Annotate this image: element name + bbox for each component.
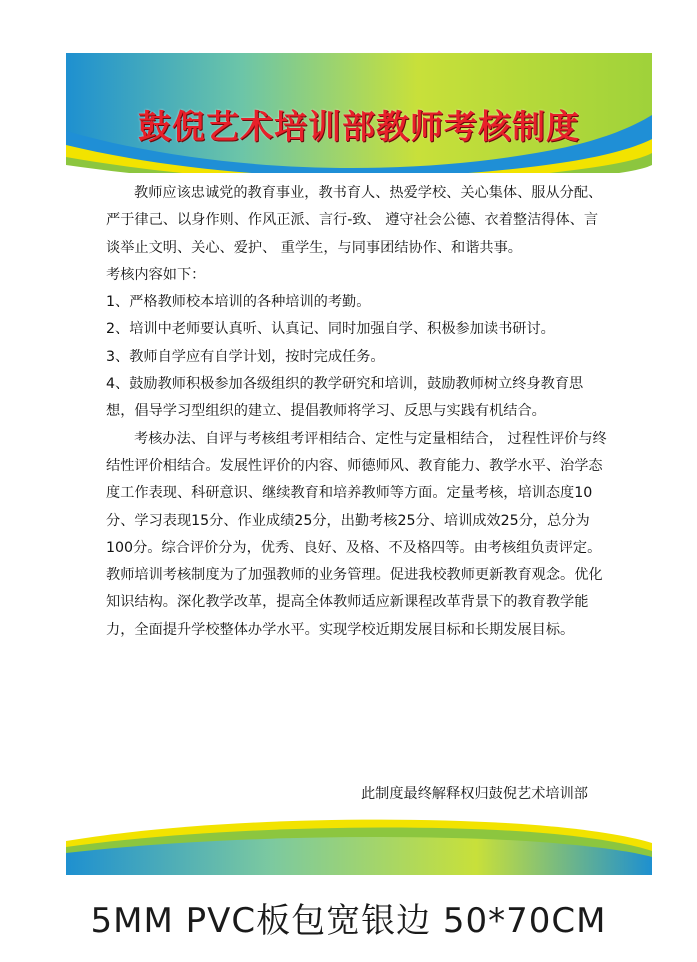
list-item: 1、严格教师校本培训的各种培训的考勤。 [106,294,371,311]
list-item: 3、教师自学应有自学计划，按时完成任务。 [106,348,385,365]
signature-line: 此制度最终解释权归鼓倪艺术培训部 [360,786,588,802]
notice-board [66,53,652,875]
footer-wave-decoration [66,815,652,875]
method-paragraph: 考核办法、自评与考核组考评相结合、定性与定量相结合， 过程性评价与终结性评价相结合。发展性评价的内容、师德师风、教育能力、教学水平、治学态度工作表现、科研意识、继续教育和培养教师等方面。定量考核，培训态度10分、学习表现15分、作业成绩25分，出勤考核25分、培训成效25分，总分为100分。综合评价分为，优秀、良好、及格、不及格四等。由考核组负责评定。教师培训考核制度为了加强教师的业务管理。促进我校教师更新教育观念。优化知识结构。深化教学改革，提高全体教师适应新课程改革背景下的教育教学能力，全面提升学校整体办学水平。实现学校近期发展目标和长期发展目标。 [106,430,607,638]
section-heading: 考核内容如下： [106,266,206,283]
intro-paragraph: 教师应该忠诚党的教育事业，教书育人、热爱学校、关心集体、服从分配、严于律己、以身作则、作风正派、言行-致、 遵守社会公德、衣着整洁得体、言谈举止文明、关心、爱护、 重学生，与同事团结协作、和谐共事。 [106,185,603,256]
page-title: 鼓倪艺术培训部教师考核制度 [138,107,580,146]
list-item: 4、鼓励教师积极参加各级组织的教学研究和培训，鼓励教师树立终身教育思想，倡导学习型组织的建立、提倡教师将学习、反思与实践有机结合。 [106,376,584,420]
list-item: 2、培训中老师要认真听、认真记、同时加强自学、积极参加读书研讨。 [106,321,555,338]
regulation-body [106,180,611,644]
product-spec-caption: 5MM PVC板包宽银边 50*70CM [90,901,607,941]
